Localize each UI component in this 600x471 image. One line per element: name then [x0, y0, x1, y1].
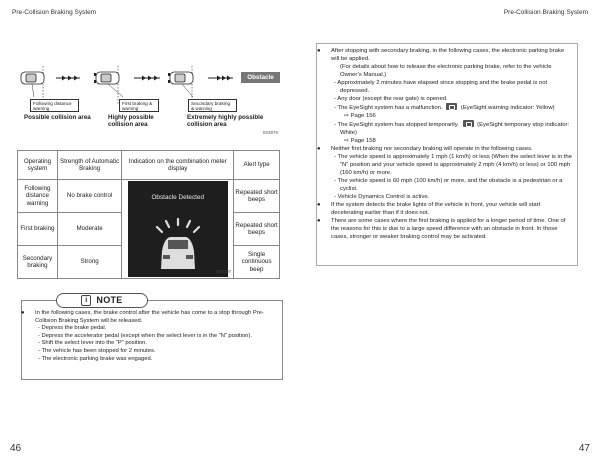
parking-brake-reference: (For details about how to release the electronic parking brake, refer to the vehicle Owner’s Manual.)	[340, 64, 552, 78]
cell-strength: No brake control	[57, 180, 121, 213]
bullet-electronic-parking-brake: ● After stopping with secondary braking, in the following cases, the electronic parking brake will be applied.	[317, 48, 565, 62]
note-box	[21, 295, 283, 380]
list-item: - Any door (except the rear gate) is opened.	[334, 96, 448, 102]
obstacle-label: Obstacle	[241, 72, 280, 83]
cell-system: Secondary braking	[18, 246, 58, 279]
note-item: - Depress the brake pedal.	[38, 325, 107, 332]
note-header	[56, 293, 148, 308]
meter-display	[128, 181, 228, 277]
note-item: - The vehicle has been stopped for 2 minutes.	[38, 347, 156, 354]
list-item: - The vehicle speed is 60 mph (100 km/h) or more, and the obstacle is a pedestrian or a cyclist.	[334, 178, 563, 192]
bullet-brake-lights: ● If the system detects the brake lights of the vehicle in front, your vehicle will start decelerating earlier than if it does not.	[317, 202, 541, 216]
callout-following-distance: Following distance warning	[30, 99, 79, 112]
bullet-no-operation: ● Neither first braking nor secondary braking will operate in the following cases.	[317, 146, 533, 152]
eyesight-stop-icon	[463, 120, 474, 127]
list-item-stopped: - The EyeSight system has stopped temporarily. (EyeSight temporary stop indicator: White)	[334, 122, 570, 136]
cell-strength: Moderate	[57, 213, 121, 246]
page-ref-156: ⇨ Page 156	[344, 113, 376, 119]
table-header-row	[18, 151, 280, 180]
note-item: - Depress the accelerator pedal (except when the select lever is in the “N” position).	[38, 332, 252, 339]
braking-stages-diagram	[10, 64, 280, 146]
note-icon: i	[81, 295, 91, 306]
note-intro: ● In the following cases, the brake control after the vehicle has come to a stop through Pre-Collision Braking System will be released.	[21, 310, 264, 324]
col-header-indication: Indication on the combination meter display	[122, 151, 234, 180]
zone-extremely-possible: Extremely highly possible collision area	[187, 114, 264, 128]
meter-code: S03207	[215, 268, 232, 274]
callout-secondary-braking: Secondary braking & warning	[188, 99, 237, 112]
meter-obstacle-text: Obstacle Detected	[151, 194, 205, 201]
cell-alert: Repeated short beeps	[234, 180, 280, 213]
meter-display-cell	[122, 180, 234, 279]
list-item: - Vehicle Dynamics Control is active.	[334, 194, 430, 200]
note-title: NOTE	[96, 295, 123, 305]
page-header-right: Pre-Collision Braking System	[503, 9, 588, 16]
page-number-right: 47	[578, 443, 590, 454]
page-header-left: Pre-Collision Braking System	[12, 9, 97, 16]
note-item: - Shift the select lever into the “P” position.	[38, 340, 147, 347]
col-header-system: Operating system	[18, 151, 58, 180]
note-item: - The electronic parking brake was engaged.	[38, 355, 153, 362]
eyesight-warning-icon	[446, 103, 457, 110]
page-ref-158: ⇨ Page 158	[344, 138, 376, 144]
zone-highly-possible: Highly possible collision area	[108, 114, 154, 128]
cell-system: Following distance warning	[18, 180, 58, 213]
cell-strength: Strong	[57, 246, 121, 279]
callout-first-braking: First braking & warning	[119, 99, 159, 112]
list-item: - Approximately 2 minutes have elapsed since stopping and the brake pedal is not depressed.	[334, 80, 548, 94]
car-icon	[21, 72, 193, 84]
page-number-left: 46	[10, 443, 22, 454]
table-row	[18, 180, 280, 213]
cell-system: First braking	[18, 213, 58, 246]
list-item: - The vehicle speed is approximately 1 mph (1 km/h) or less (When the select lever is in the “N” position and your vehicle speed is approximately 2 mph (4 km/h) or less) or 100 mph (160 km/h) or more.	[334, 154, 572, 176]
right-column-box	[316, 43, 578, 266]
bullet-longer-braking: ● There are some cases where the first braking is applied for a longer period of time. One of the reasons for this is due to a large speed difference with an obstacle in front. In those cases, stronger or weaker braking control may be activated.	[317, 218, 566, 240]
col-header-strength: Strength of Automatic Braking	[57, 151, 121, 180]
car-warning-icon	[128, 181, 228, 277]
zone-possible: Possible collision area	[24, 114, 91, 121]
cell-alert: Single continuous beep	[234, 246, 280, 279]
list-item-malfunction: - The EyeSight system has a malfunction. (EyeSight warning indicator: Yellow)	[334, 105, 555, 111]
diagram-code: S03875	[262, 130, 278, 135]
braking-table	[17, 150, 280, 279]
note-body	[21, 310, 277, 363]
col-header-alert: Alert type	[234, 151, 280, 180]
cell-alert: Repeated short beeps	[234, 213, 280, 246]
